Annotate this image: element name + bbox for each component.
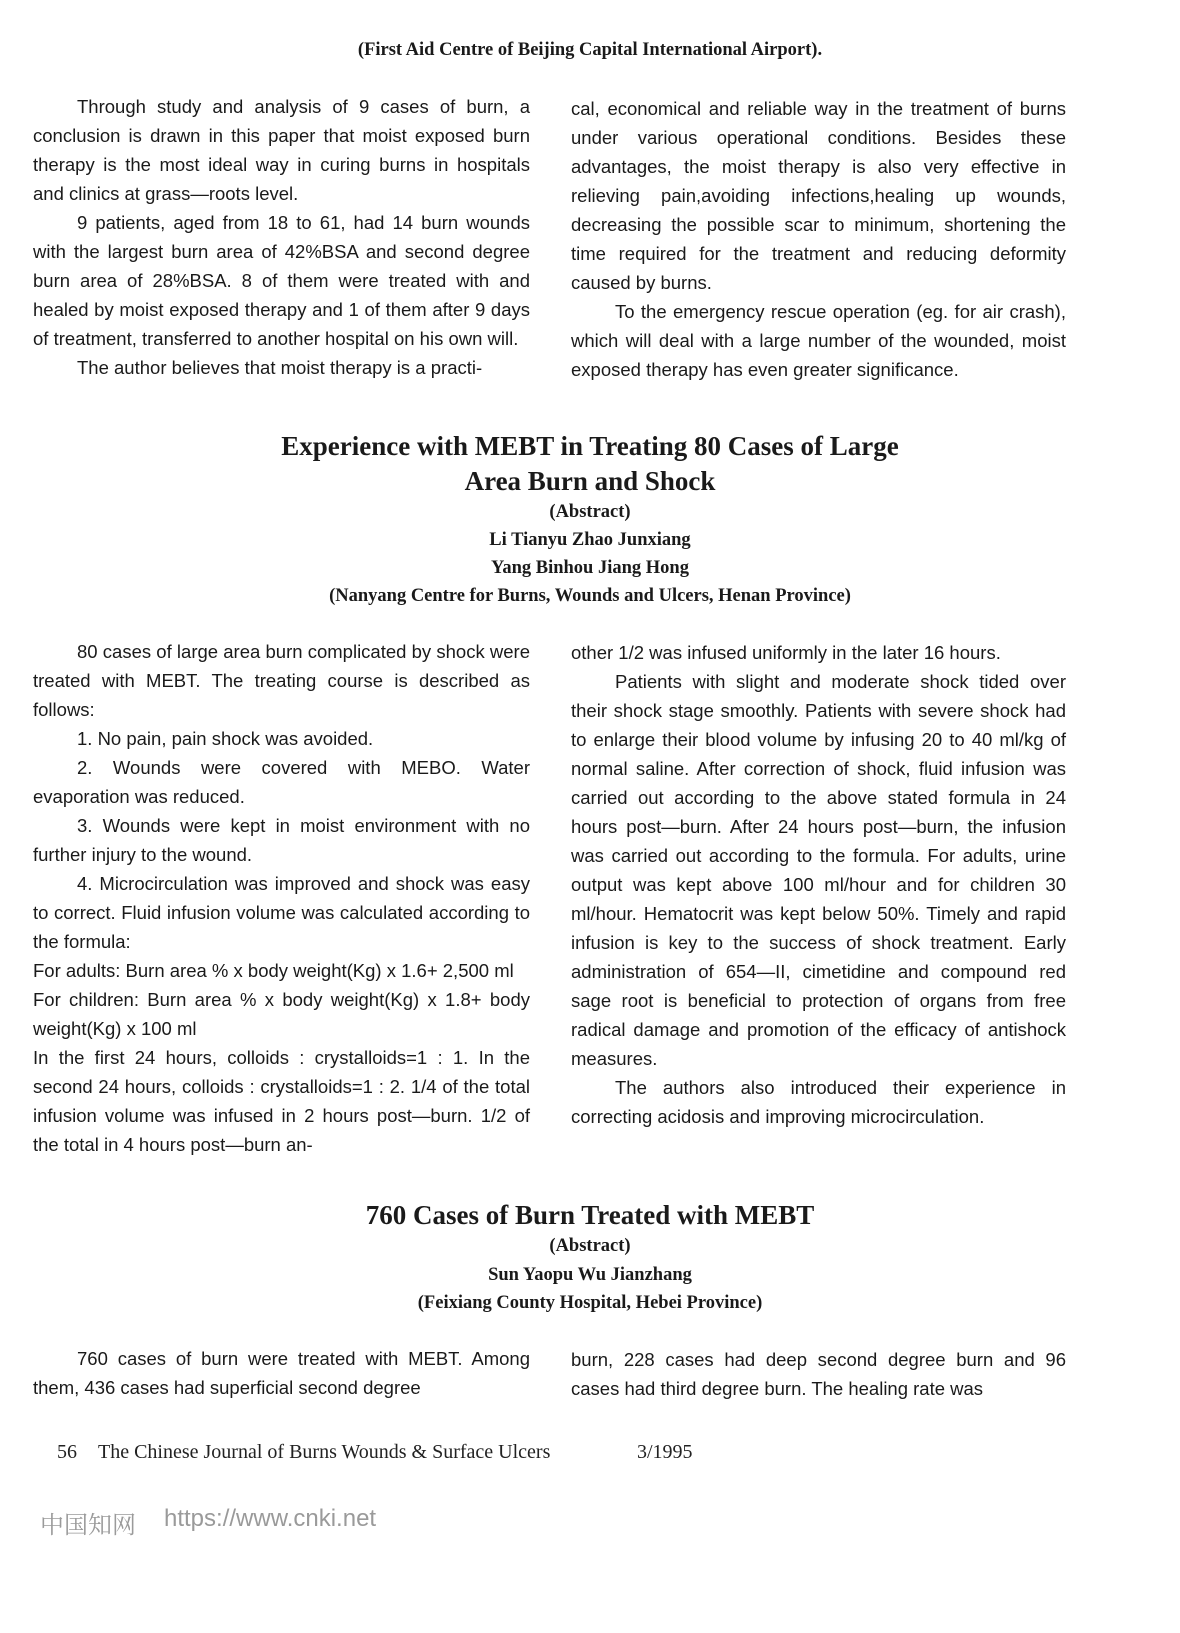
- article1-paragraph: Through study and analysis of 9 cases of burn, a conclusion is drawn in this paper that moist exposed burn therapy is the most ideal way in curing burns in hospitals and clinics at grass—roots level.: [33, 96, 530, 204]
- header-affiliation: (First Aid Centre of Beijing Capital International Airport).: [357, 40, 823, 60]
- article2-paragraph: Patients with slight and moderate shock tided over their shock stage smoothly. Patients with severe shock had to enlarge their blood volume by infusing 20 to 40 ml/kg of normal saline. After correction of shock, fluid infusion was carried out according to the above stated formula in 24 hours post—burn. After 24 hours post—burn, the infusion was carried out according to the formula. For adults, urine output was kept above 100 ml/hour and for children 30 ml/hour. Hematocrit was kept below 50%. Timely and rapid infusion is key to the success of shock treatment. Early administration of 654—II, cimetidine and compound red sage root is beneficial to protection of organs from free radical damage and promotion of the efficacy of antishock measures.: [571, 671, 1066, 1069]
- article2-title-line1: Experience with MEBT in Treating 80 Cases of Large: [281, 431, 899, 461]
- article1-left-column: [33, 92, 530, 382]
- article2-authors-line1: Li Tianyu Zhao Junxiang: [489, 530, 691, 550]
- article2-list-item: 2. Wounds were covered with MEBO. Water evaporation was reduced.: [33, 757, 530, 807]
- article1-paragraph: 9 patients, aged from 18 to 61, had 14 burn wounds with the largest burn area of 42%BSA and second degree burn area of 28%BSA. 8 of them were treated with and healed by moist exposed therapy and 1 of them after 9 days of treatment, transferred to another hospital on his own will.: [33, 212, 530, 349]
- journal-name: The Chinese Journal of Burns Wounds & Surface Ulcers: [98, 1441, 551, 1463]
- article2-paragraph: 80 cases of large area burn complicated by shock were treated with MEBT. The treating course is described as follows:: [33, 641, 530, 720]
- article3-left-column: [33, 1344, 530, 1402]
- article3-right-column: [571, 1345, 1066, 1403]
- article2-formula-adults: For adults: Burn area % x body weight(Kg) x 1.6+ 2,500 ml: [33, 960, 514, 981]
- article1-paragraph: cal, economical and reliable way in the treatment of burns under various operational conditions. Besides these advantages, the moist therapy is also very effective in relieving pain,avoiding infections,healing up wounds, decreasing the possible scar to minimum, shortening the time required for the treatment and reducing deformity caused by burns.: [571, 98, 1066, 293]
- article2-list-item: 3. Wounds were kept in moist environment with no further injury to the wound.: [33, 815, 530, 865]
- article2-left-column: [33, 637, 530, 1159]
- article1-paragraph: The author believes that moist therapy is a practi-: [77, 357, 483, 378]
- article3-abstract-label: (Abstract): [549, 1236, 631, 1256]
- watermark-url: https://www.cnki.net: [164, 1505, 377, 1532]
- article2-right-column: [571, 638, 1066, 1131]
- article2-infusion-schedule: In the first 24 hours, colloids : crystalloids=1 : 1. In the second 24 hours, colloids : crystalloids=1 : 2. 1/4 of the total infusion volume was infused in 2 hours post—burn. 1/2 of the total in 4 hours post—burn an-: [33, 1047, 530, 1155]
- article2-list-item: 4. Microcirculation was improved and shock was easy to correct. Fluid infusion volume was calculated according to the formula:: [33, 873, 530, 952]
- page-number: 56: [57, 1441, 77, 1463]
- article2-authors-line2: Yang Binhou Jiang Hong: [491, 558, 689, 578]
- article2-paragraph: The authors also introduced their experience in correcting acidosis and improving microcirculation.: [571, 1077, 1066, 1127]
- article3-paragraph: burn, 228 cases had deep second degree burn and 96 cases had third degree burn. The healing rate was: [571, 1349, 1066, 1399]
- article1-paragraph: To the emergency rescue operation (eg. for air crash), which will deal with a large number of the wounded, moist exposed therapy has even greater significance.: [571, 301, 1066, 380]
- article3-title: 760 Cases of Burn Treated with MEBT: [365, 1200, 815, 1230]
- article3-paragraph: 760 cases of burn were treated with MEBT. Among them, 436 cases had superficial second degree: [33, 1348, 530, 1398]
- watermark-site-name: 中国知网: [40, 1512, 136, 1539]
- article2-abstract-label: (Abstract): [549, 502, 631, 522]
- article2-title-line2: Area Burn and Shock: [464, 466, 716, 496]
- article3-authors: Sun Yaopu Wu Jianzhang: [488, 1265, 692, 1285]
- article2-formula-children: For children: Burn area % x body weight(Kg) x 1.8+ body weight(Kg) x 100 ml: [33, 989, 530, 1039]
- article1-right-column: [571, 94, 1066, 384]
- journal-issue: 3/1995: [637, 1441, 693, 1463]
- article3-affiliation: (Feixiang County Hospital, Hebei Province): [417, 1293, 763, 1313]
- article2-list-item: 1. No pain, pain shock was avoided.: [77, 728, 374, 749]
- article2-affiliation: (Nanyang Centre for Burns, Wounds and Ulcers, Henan Province): [329, 586, 851, 606]
- article2-paragraph: other 1/2 was infused uniformly in the later 16 hours.: [571, 642, 1001, 663]
